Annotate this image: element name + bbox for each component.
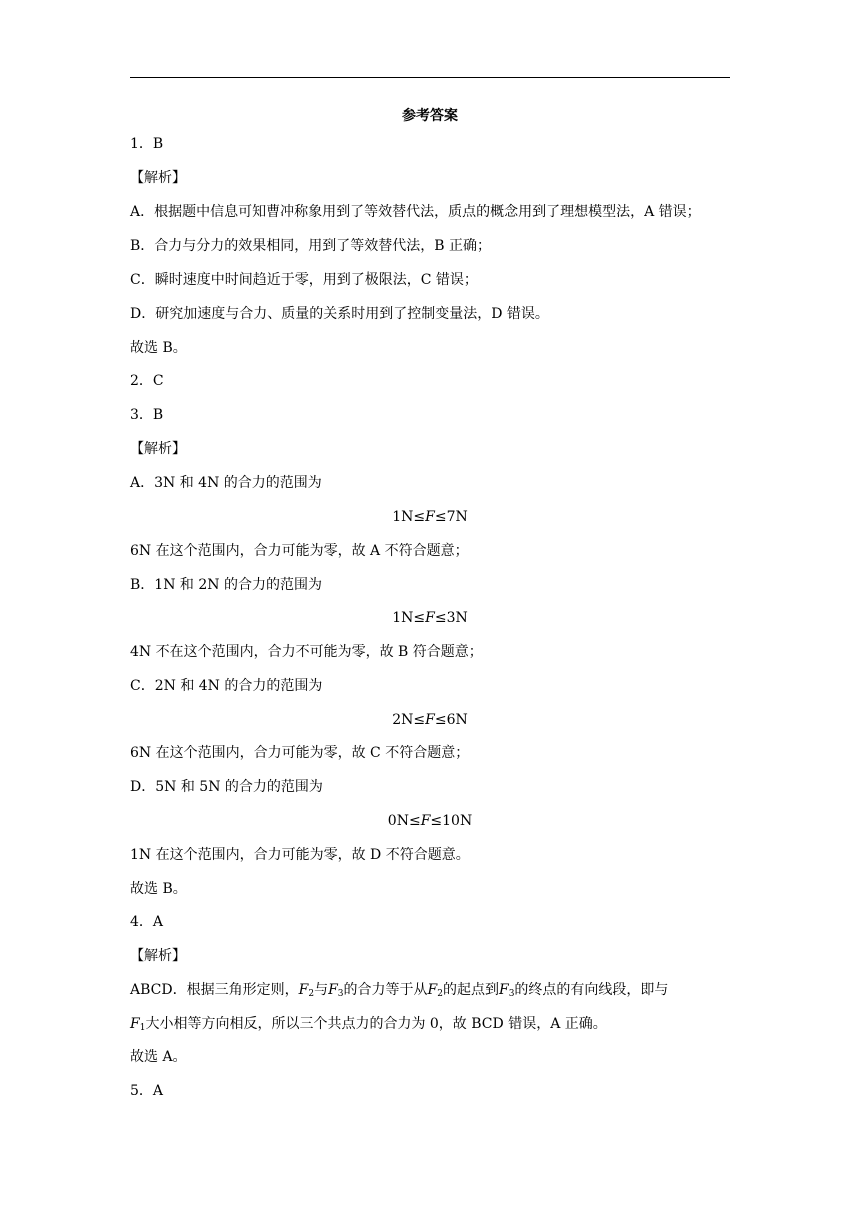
q1-conclusion: 故选 B。 [130,340,187,356]
answer-2: 2．C [130,373,164,389]
text-segment: 大小相等方向相反，所以三个共点力的合力为 0，故 BCD 错误，A 正确。 [145,1016,607,1032]
header-rule [130,77,730,78]
analysis-label: 【解析】 [130,441,186,457]
analysis-label: 【解析】 [130,948,186,964]
q1-option-b-text: B．合力与分力的效果相同，用到了等效替代法，B 正确； [130,238,492,254]
text-segment: 与 [314,982,329,998]
eq-var: F [425,509,435,525]
eq-right: ≤6N [434,712,468,728]
subscript: 1 [139,1023,146,1033]
q4-conclusion: 故选 A。 [130,1049,187,1065]
subscript: 2 [437,989,443,999]
force-symbol: F [130,1016,140,1032]
eq-right: ≤7N [434,509,468,525]
q3-option-c-note: 6N 在这个范围内，合力可能为零，故 C 不符合题意； [130,745,470,761]
eq-left: 1N≤ [392,610,426,626]
q3-c-equation [0,710,860,730]
answer-1: 1．B [130,136,164,152]
answer-3: 3．B [130,407,164,423]
q3-option-c-range: C．2N 和 4N 的合力的范围为 [130,678,323,694]
eq-left: 0N≤ [387,813,421,829]
q3-option-b-range: B．1N 和 2N 的合力的范围为 [130,577,322,593]
eq-var: F [425,712,435,728]
force-symbol: F [328,982,338,998]
eq-right: ≤10N [430,813,473,829]
q4-explanation-line-1 [130,980,668,1000]
eq-var: F [425,610,435,626]
text-segment: ABCD．根据三角形定则， [130,982,299,998]
subscript: 2 [308,989,315,999]
subscript: 3 [337,989,344,999]
eq-left: 1N≤ [392,509,426,525]
q1-option-c-text: C．瞬时速度中时间趋近于零，用到了极限法，C 错误； [130,272,478,288]
q3-option-a-note: 6N 在这个范围内，合力可能为零，故 A 不符合题意； [130,543,469,559]
subscript: 3 [508,989,515,999]
q3-option-a-range: A．3N 和 4N 的合力的范围为 [130,475,322,491]
force-symbol: F [298,982,309,998]
text-segment: 的起点到 [442,982,499,998]
q3-option-d-note: 1N 在这个范围内，合力可能为零，故 D 不符合题意。 [130,847,470,863]
force-symbol: F [498,982,509,998]
q4-explanation-line-2 [130,1014,607,1034]
q3-d-equation [0,811,860,831]
q3-b-equation [0,608,860,628]
eq-right: ≤3N [434,610,468,626]
answer-5: 5．A [130,1083,164,1099]
page-title: 参考答案 [402,108,458,124]
q3-option-d-range: D．5N 和 5N 的合力的范围为 [130,779,323,795]
q3-a-equation [0,507,860,527]
text-segment: 的终点的有向线段，即与 [514,982,669,998]
q3-option-b-note: 4N 不在这个范围内，合力不可能为零，故 B 符合题意； [130,644,483,660]
q1-option-d-text: D．研究加速度与合力、质量的关系时用到了控制变量法，D 错误。 [130,306,549,322]
answer-4: 4．A [130,914,164,930]
eq-var: F [420,813,431,829]
q3-conclusion: 故选 B。 [130,881,187,897]
eq-left: 2N≤ [392,712,426,728]
analysis-label: 【解析】 [130,170,186,186]
force-symbol: F [427,982,438,998]
text-segment: 的合力等于从 [343,982,428,998]
q1-option-a-text: A．根据题中信息可知曹冲称象用到了等效替代法，质点的概念用到了理想模型法，A 错误； [130,204,701,220]
